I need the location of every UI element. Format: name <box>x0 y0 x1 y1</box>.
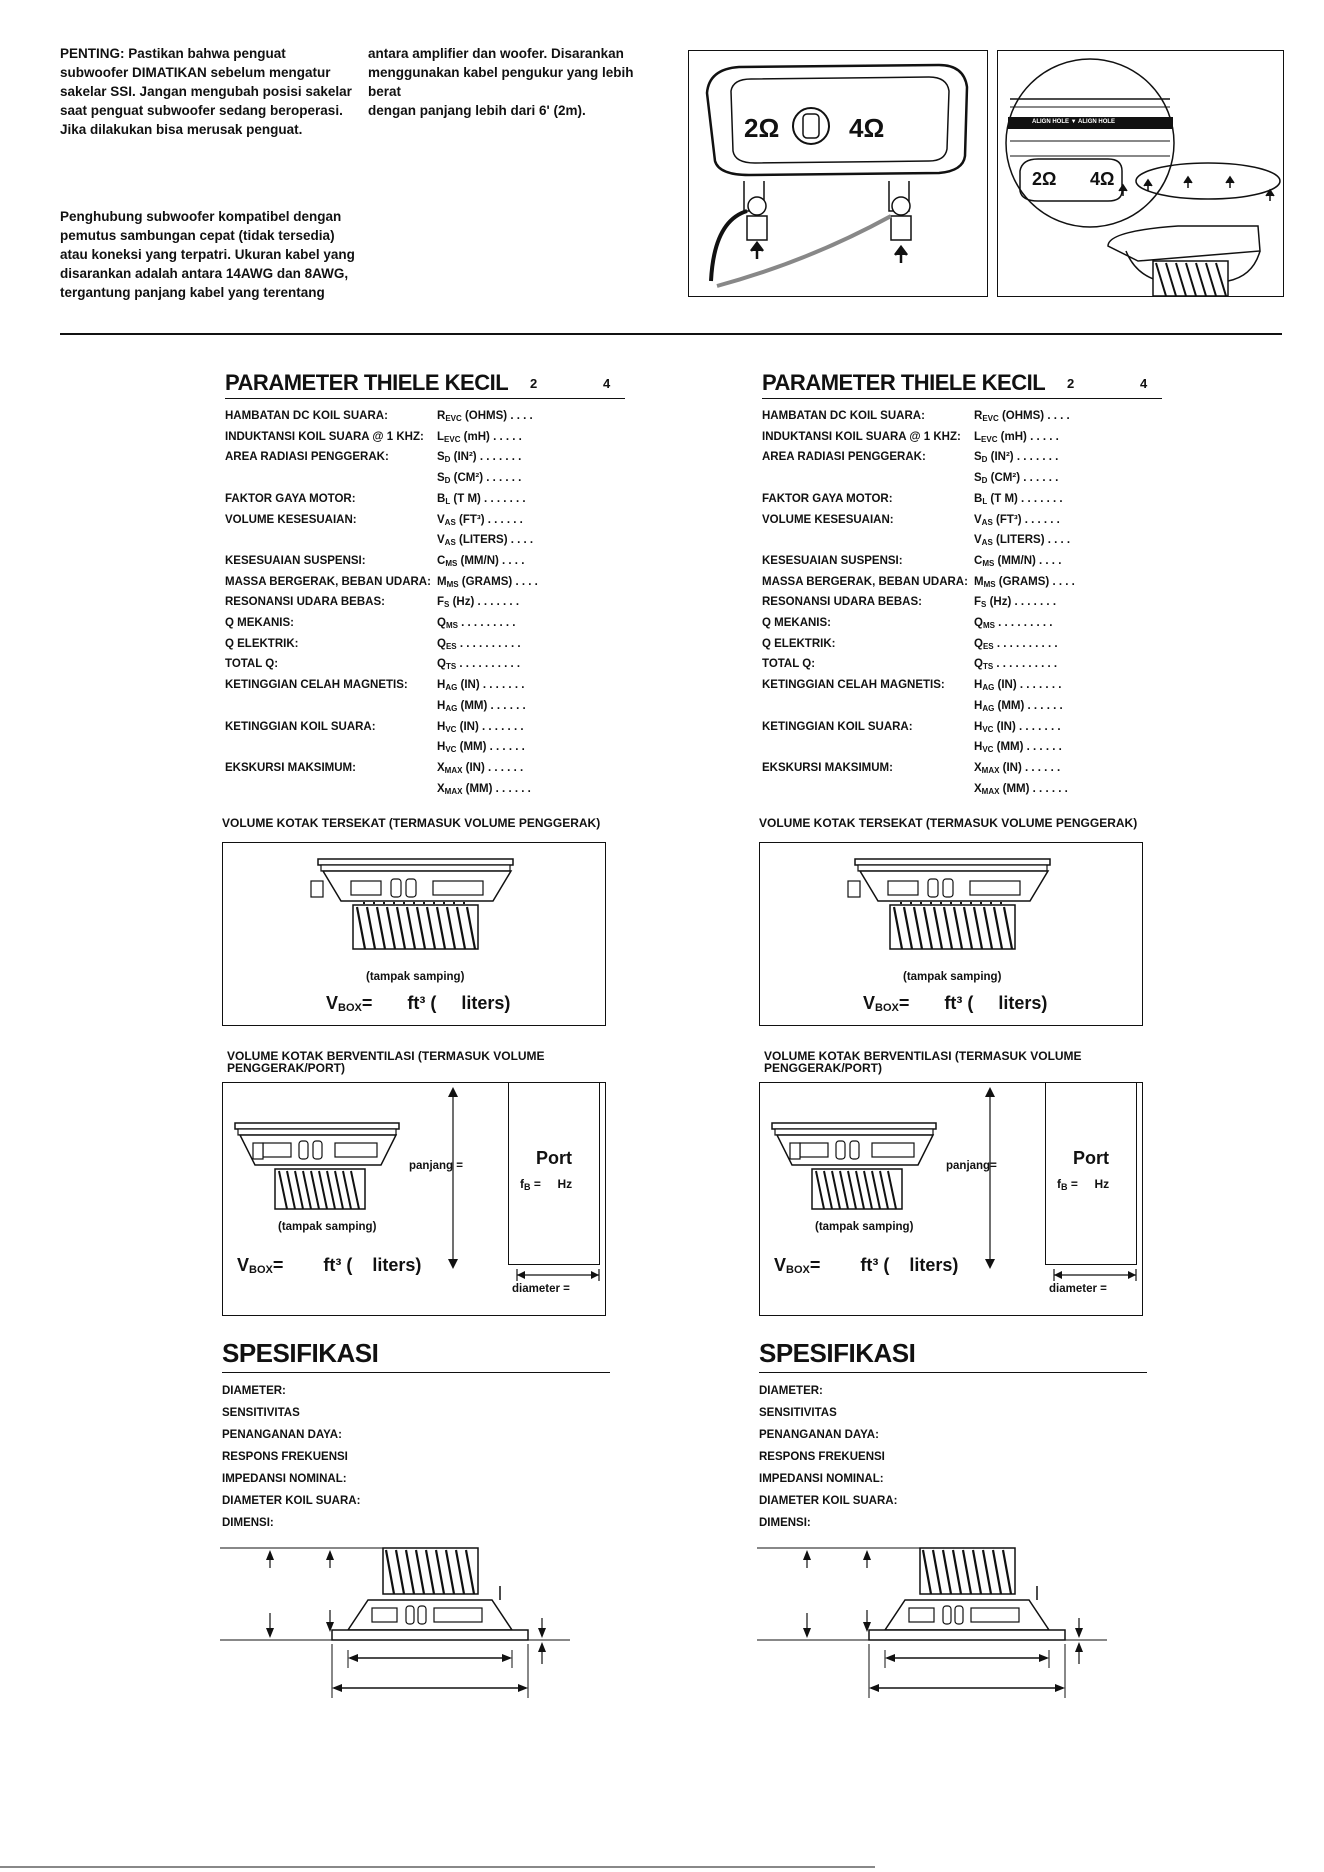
param-symbol-subscript: EVC <box>982 414 999 423</box>
switch-illustration <box>689 51 987 296</box>
vented-panjang-label <box>946 1160 997 1172</box>
vbox-units: = ft³ ( liters) <box>272 1255 422 1275</box>
closeup-label-2-ohm: 2Ω <box>1032 169 1057 189</box>
vented-title-line-2: PENGGERAK/PORT) <box>764 1061 883 1075</box>
intro-line: antara amplifier dan woofer. Disarankan <box>368 46 624 61</box>
port-frequency <box>520 1177 572 1192</box>
param-symbol <box>974 410 1070 423</box>
param-unit: . . . . . . . . . <box>994 617 1053 629</box>
param-symbol-subscript: AG <box>982 683 995 693</box>
params-title <box>762 370 1162 399</box>
param-label: EKSKURSI MAKSIMUM: <box>762 761 893 774</box>
param-symbol-letter: Q <box>974 617 983 629</box>
param-symbol <box>437 679 524 692</box>
param-symbol-letter: Q <box>437 637 446 650</box>
param-symbol-letter: H <box>437 699 446 712</box>
param-symbol-letter: V <box>974 534 982 547</box>
param-symbol <box>437 596 519 609</box>
param-unit: (MM/N) . . . . <box>994 554 1062 567</box>
param-symbol <box>974 762 1060 775</box>
bottom-rule <box>0 1862 1324 1872</box>
dimension-drawing <box>220 1538 620 1708</box>
intro-paragraph-3 <box>368 44 668 120</box>
intro-line: Jika dilakukan bisa merusak penguat. <box>60 122 303 137</box>
param-symbol <box>437 410 533 423</box>
vented-box-diagram <box>222 1082 606 1316</box>
fb-subscript: B <box>524 1182 531 1192</box>
spec-row: SENSITIVITAS <box>759 1407 837 1419</box>
params-col-2-ohm: 2 <box>530 376 537 391</box>
param-symbol-subscript: MAX <box>444 786 463 796</box>
specs-title: SPESIFIKASI <box>222 1338 610 1373</box>
intro-line: tergantung panjang kabel yang terentang <box>60 285 325 300</box>
param-symbol <box>437 576 538 589</box>
param-symbol <box>437 472 521 485</box>
params-title-text: PARAMETER THIELE KECIL <box>225 370 509 395</box>
param-symbol-letter: H <box>974 679 983 692</box>
param-label: Q MEKANIS: <box>762 617 831 629</box>
param-symbol <box>974 658 1057 671</box>
param-label: KESESUAIAN SUSPENSI: <box>762 554 903 567</box>
column-left <box>222 370 625 1529</box>
param-symbol-letter: H <box>437 741 446 754</box>
sealed-box-title: VOLUME KOTAK TERSEKAT (TERMASUK VOLUME PENGGERAK) <box>222 816 601 830</box>
param-symbol <box>974 555 1061 568</box>
param-unit: (mH) . . . . . <box>997 430 1059 443</box>
param-unit: (CM²) . . . . . . <box>450 472 522 485</box>
vented-vbox-formula <box>774 1255 958 1276</box>
param-symbol-subscript: MAX <box>981 786 1000 796</box>
param-symbol-letter: H <box>437 679 446 692</box>
sealed-box-diagram <box>759 842 1143 1026</box>
param-label: FAKTOR GAYA MOTOR: <box>762 492 893 505</box>
vbox-units: = ft³ ( liters) <box>898 993 1048 1013</box>
vbox-subscript: BOX <box>786 1264 810 1276</box>
param-label: KETINGGIAN CELAH MAGNETIS: <box>762 679 945 692</box>
param-symbol <box>437 762 523 775</box>
param-symbol-letter: X <box>974 782 982 795</box>
param-symbol-letter: L <box>437 430 445 443</box>
param-unit: (OHMS) . . . . <box>998 410 1070 422</box>
param-symbol <box>974 451 1058 464</box>
param-unit: (IN) . . . . . . <box>999 761 1061 774</box>
param-symbol-letter: L <box>974 430 982 443</box>
param-symbol-subscript: TS <box>982 662 994 672</box>
param-unit: (IN) . . . . . . . <box>994 679 1062 692</box>
param-symbol-letter: V <box>437 513 445 526</box>
param-label: HAMBATAN DC KOIL SUARA: <box>225 410 388 422</box>
param-label: INDUKTANSI KOIL SUARA @ 1 KHZ: <box>225 430 424 443</box>
param-symbol-letter: H <box>974 720 983 733</box>
intro-paragraph-1 <box>60 44 360 139</box>
vented-box-title <box>227 1050 545 1074</box>
param-symbol-letter: H <box>974 741 983 754</box>
param-symbol-subscript: MS <box>982 558 995 568</box>
param-unit: (MM) . . . . . . <box>456 741 525 754</box>
param-symbol <box>974 472 1058 485</box>
param-symbol-subscript: D <box>981 455 988 465</box>
param-symbol-letter: R <box>437 410 446 422</box>
param-symbol-letter: M <box>437 575 447 588</box>
spec-row: DIMENSI: <box>759 1517 811 1529</box>
param-symbol <box>437 658 520 671</box>
spec-row: DIAMETER KOIL SUARA: <box>222 1495 361 1507</box>
param-symbol-letter: V <box>437 534 445 547</box>
vented-title-line-1: VOLUME KOTAK BERVENTILASI (TERMASUK VOLUME <box>227 1049 545 1063</box>
param-symbol-letter: S <box>974 451 982 464</box>
sealed-speaker-side-view <box>760 843 1142 953</box>
param-symbol <box>974 514 1060 527</box>
param-symbol <box>974 783 1068 796</box>
param-symbol-letter: B <box>437 492 446 505</box>
vented-box-diagram <box>759 1082 1143 1316</box>
param-unit: (T M) . . . . . . . <box>450 492 526 505</box>
param-label: FAKTOR GAYA MOTOR: <box>225 492 356 505</box>
param-label: Q ELEKTRIK: <box>762 637 836 650</box>
vented-caption: (tampak samping) <box>815 1221 914 1233</box>
vented-title-line-1: VOLUME KOTAK BERVENTILASI (TERMASUK VOLUME <box>764 1049 1082 1063</box>
param-label: Q MEKANIS: <box>225 617 294 629</box>
param-symbol-letter: C <box>437 554 446 567</box>
param-symbol-subscript: MS <box>445 621 458 630</box>
param-unit: (IN) . . . . . . <box>462 761 524 774</box>
spec-row: RESPONS FREKUENSI <box>759 1451 885 1463</box>
param-symbol-subscript: AG <box>982 703 995 713</box>
param-unit: (MM) . . . . . . <box>993 741 1062 754</box>
param-symbol-subscript: MAX <box>981 765 1000 775</box>
intro-line: Penghubung subwoofer kompatibel dengan <box>60 209 342 224</box>
param-symbol-subscript: S <box>444 600 450 610</box>
sealed-vbox-formula <box>863 993 1047 1014</box>
param-symbol-subscript: MS <box>445 558 458 568</box>
param-symbol-subscript: AS <box>444 517 456 527</box>
param-label: MASSA BERGERAK, BEBAN UDARA: <box>762 575 968 588</box>
switch-label-2-ohm: 2Ω <box>744 113 780 143</box>
param-unit: (MM/N) . . . . <box>457 554 525 567</box>
param-symbol-subscript: AS <box>444 538 456 548</box>
param-label: KESESUAIAN SUSPENSI: <box>225 554 366 567</box>
param-label: RESONANSI UDARA BEBAS: <box>225 596 385 609</box>
vbox-subscript: BOX <box>875 1002 899 1014</box>
param-symbol-letter: Q <box>437 617 446 629</box>
param-unit: (LITERS) . . . . <box>992 534 1071 547</box>
param-symbol-letter: X <box>437 782 445 795</box>
port-rectangle <box>1045 1082 1137 1265</box>
intro-line: saat penguat subwoofer sedang beroperasi. <box>60 103 343 118</box>
vbox-symbol: V <box>774 1255 787 1275</box>
param-label: RESONANSI UDARA BEBAS: <box>762 596 922 609</box>
param-symbol-letter: S <box>974 472 982 485</box>
param-symbol <box>437 493 526 506</box>
fb-symbol: f <box>1057 1177 1061 1191</box>
param-symbol <box>437 431 522 444</box>
param-symbol-letter: M <box>974 575 984 588</box>
param-symbol <box>437 617 515 630</box>
param-unit: (IN) . . . . . . . <box>993 720 1061 733</box>
param-unit: . . . . . . . . . <box>457 617 516 629</box>
param-label: KETINGGIAN KOIL SUARA: <box>762 720 913 733</box>
fb-units: = Hz <box>530 1177 573 1191</box>
port-rectangle <box>508 1082 600 1265</box>
param-symbol-letter: B <box>974 492 983 505</box>
spec-row: PENANGANAN DAYA: <box>222 1429 342 1441</box>
diameter-label: diameter = <box>512 1283 570 1295</box>
spec-row: IMPEDANSI NOMINAL: <box>759 1473 884 1485</box>
param-symbol-subscript: TS <box>445 662 457 672</box>
param-symbol-subscript: D <box>444 476 451 486</box>
param-symbol-subscript: AG <box>445 683 458 693</box>
port-label: Port <box>1073 1148 1109 1168</box>
param-symbol-subscript: D <box>981 476 988 486</box>
param-unit: (Hz) . . . . . . . <box>449 596 520 609</box>
spec-row: PENANGANAN DAYA: <box>759 1429 879 1441</box>
vbox-subscript: BOX <box>249 1264 273 1276</box>
vented-panjang-label <box>409 1160 463 1172</box>
vented-vbox-formula <box>237 1255 421 1276</box>
param-symbol-subscript: EVC <box>981 434 998 444</box>
param-symbol <box>437 783 531 796</box>
param-symbol <box>974 534 1070 547</box>
param-symbol-letter: Q <box>437 658 446 671</box>
param-label: VOLUME KESESUAIAN: <box>762 513 894 526</box>
figure-speaker-closeup <box>997 50 1284 297</box>
param-label: AREA RADIASI PENGGERAK: <box>225 451 389 464</box>
param-symbol-letter: C <box>974 554 983 567</box>
param-symbol-letter: H <box>437 720 446 733</box>
param-unit: (FT³) . . . . . . <box>455 513 523 526</box>
param-symbol-subscript: VC <box>982 724 994 734</box>
panjang-text: panjang= <box>946 1160 997 1172</box>
sealed-box-title: VOLUME KOTAK TERSEKAT (TERMASUK VOLUME PENGGERAK) <box>759 816 1138 830</box>
vbox-symbol: V <box>326 993 339 1013</box>
vbox-symbol: V <box>863 993 876 1013</box>
intro-line: pemutus sambungan cepat (tidak tersedia) <box>60 228 335 243</box>
port-frequency <box>1057 1177 1109 1192</box>
param-symbol-subscript: VC <box>445 745 457 755</box>
param-unit: (IN) . . . . . . . <box>457 679 525 692</box>
param-label: AREA RADIASI PENGGERAK: <box>762 451 926 464</box>
vented-box-title <box>764 1050 1082 1074</box>
spec-row: RESPONS FREKUENSI <box>222 1451 348 1463</box>
param-label: EKSKURSI MAKSIMUM: <box>225 761 356 774</box>
param-symbol-subscript: ES <box>445 641 457 651</box>
spec-row: DIAMETER: <box>759 1385 823 1397</box>
fb-symbol: f <box>520 1177 524 1191</box>
param-unit: (GRAMS) . . . . <box>458 575 538 588</box>
param-symbol-subscript: L <box>982 496 988 506</box>
param-unit: (MM) . . . . . . <box>457 699 526 712</box>
vbox-subscript: BOX <box>338 1002 362 1014</box>
param-label: INDUKTANSI KOIL SUARA @ 1 KHZ: <box>762 430 961 443</box>
specs-title: SPESIFIKASI <box>759 1338 1147 1373</box>
panjang-text: panjang = <box>409 1160 463 1172</box>
param-unit: (CM²) . . . . . . <box>987 472 1059 485</box>
param-unit: (LITERS) . . . . <box>455 534 534 547</box>
param-label: Q ELEKTRIK: <box>225 637 299 650</box>
param-symbol <box>974 431 1059 444</box>
param-symbol-letter: F <box>437 596 445 609</box>
param-symbol-letter: H <box>974 699 983 712</box>
param-unit: (mH) . . . . . <box>460 430 522 443</box>
param-unit: . . . . . . . . . . <box>456 658 521 671</box>
param-label: TOTAL Q: <box>762 658 816 671</box>
param-symbol-letter: S <box>437 451 445 464</box>
intro-line: sakelar SSI. Jangan mengubah posisi sakelar <box>60 84 352 99</box>
params-col-4-ohm: 4 <box>1140 376 1147 391</box>
intro-line: PENTING: Pastikan bahwa penguat <box>60 46 286 61</box>
param-unit: (IN²) . . . . . . . <box>450 451 522 464</box>
params-title-text: PARAMETER THIELE KECIL <box>762 370 1046 395</box>
param-symbol <box>437 638 521 651</box>
param-unit: (Hz) . . . . . . . <box>986 596 1057 609</box>
param-symbol-subscript: L <box>445 496 451 506</box>
param-symbol-letter: Q <box>974 637 983 650</box>
param-symbol <box>437 514 523 527</box>
closeup-align-badge: ALIGN HOLE ▼ ALIGN HOLE <box>1032 119 1116 125</box>
param-symbol-subscript: MS <box>446 579 459 589</box>
intro-line: atau koneksi yang terpatri. Ukuran kabel yang <box>60 247 355 262</box>
intro-line: disarankan adalah antara 14AWG dan 8AWG, <box>60 266 349 281</box>
param-symbol <box>974 638 1058 651</box>
param-symbol <box>974 700 1063 713</box>
param-unit: (MM) . . . . . . <box>999 782 1068 795</box>
spec-row: SENSITIVITAS <box>222 1407 300 1419</box>
param-symbol-letter: V <box>974 513 982 526</box>
divider-line <box>60 333 1282 335</box>
port-label: Port <box>536 1148 572 1168</box>
sealed-vbox-formula <box>326 993 510 1014</box>
column-right <box>759 370 1162 1529</box>
param-symbol-letter: F <box>974 596 982 609</box>
param-label: VOLUME KESESUAIAN: <box>225 513 357 526</box>
sealed-caption: (tampak samping) <box>903 971 1002 983</box>
param-symbol-subscript: MS <box>983 579 996 589</box>
sealed-caption: (tampak samping) <box>366 971 465 983</box>
param-symbol-letter: X <box>974 761 982 774</box>
param-symbol <box>437 700 526 713</box>
param-symbol-subscript: MS <box>982 621 995 630</box>
figure-impedance-switch <box>688 50 988 297</box>
spec-row: DIMENSI: <box>222 1517 274 1529</box>
param-symbol <box>974 576 1075 589</box>
sealed-box-diagram <box>222 842 606 1026</box>
sealed-speaker-side-view <box>223 843 605 953</box>
param-symbol-subscript: AS <box>981 538 993 548</box>
param-unit: (MM) . . . . . . <box>462 782 531 795</box>
param-symbol-subscript: EVC <box>445 414 462 423</box>
param-label: KETINGGIAN KOIL SUARA: <box>225 720 376 733</box>
vented-caption: (tampak samping) <box>278 1221 377 1233</box>
fb-subscript: B <box>1061 1182 1068 1192</box>
dimension-drawing <box>757 1538 1157 1708</box>
switch-label-4-ohm: 4Ω <box>849 113 885 143</box>
param-label: KETINGGIAN CELAH MAGNETIS: <box>225 679 408 692</box>
spec-row: DIAMETER: <box>222 1385 286 1397</box>
vbox-units: = ft³ ( liters) <box>809 1255 959 1275</box>
param-symbol-letter: Q <box>974 658 983 671</box>
param-unit: (T M) . . . . . . . <box>987 492 1063 505</box>
intro-line: subwoofer DIMATIKAN sebelum mengatur <box>60 65 331 80</box>
diameter-label: diameter = <box>1049 1283 1107 1295</box>
param-symbol-subscript: AG <box>445 703 458 713</box>
param-label: MASSA BERGERAK, BEBAN UDARA: <box>225 575 431 588</box>
param-symbol-subscript: S <box>981 600 987 610</box>
param-symbol-letter: R <box>974 410 983 422</box>
param-symbol <box>974 741 1062 754</box>
param-unit: . . . . . . . . . . <box>993 637 1058 650</box>
param-symbol <box>437 555 524 568</box>
param-symbol <box>437 451 521 464</box>
param-symbol-subscript: EVC <box>444 434 461 444</box>
intro-line: dengan panjang lebih dari 6' (2m). <box>368 103 586 118</box>
param-unit: . . . . . . . . . . <box>993 658 1058 671</box>
param-symbol <box>437 741 525 754</box>
param-symbol-subscript: MAX <box>444 765 463 775</box>
param-label: TOTAL Q: <box>225 658 279 671</box>
param-symbol-subscript: ES <box>982 641 994 651</box>
param-symbol-letter: X <box>437 761 445 774</box>
intro-paragraph-2 <box>60 207 360 302</box>
param-symbol <box>974 721 1061 734</box>
param-symbol <box>974 617 1052 630</box>
param-unit: (MM) . . . . . . <box>994 699 1063 712</box>
param-symbol-subscript: VC <box>982 745 994 755</box>
vented-title-line-2: PENGGERAK/PORT) <box>227 1061 346 1075</box>
params-title <box>225 370 625 399</box>
param-unit: (GRAMS) . . . . <box>995 575 1075 588</box>
vbox-symbol: V <box>237 1255 250 1275</box>
spec-row: IMPEDANSI NOMINAL: <box>222 1473 347 1485</box>
param-unit: (FT³) . . . . . . <box>992 513 1060 526</box>
param-unit: . . . . . . . . . . <box>456 637 521 650</box>
param-unit: (IN) . . . . . . . <box>456 720 524 733</box>
fb-units: = Hz <box>1067 1177 1110 1191</box>
param-symbol-subscript: D <box>444 455 451 465</box>
param-symbol-letter: S <box>437 472 445 485</box>
intro-line: menggunakan kabel pengukur yang lebih berat <box>368 65 634 99</box>
spec-row: DIAMETER KOIL SUARA: <box>759 1495 898 1507</box>
param-symbol <box>974 596 1056 609</box>
vbox-units: = ft³ ( liters) <box>361 993 511 1013</box>
param-symbol <box>974 493 1063 506</box>
param-label: HAMBATAN DC KOIL SUARA: <box>762 410 925 422</box>
param-symbol <box>974 679 1061 692</box>
param-symbol <box>437 721 524 734</box>
param-symbol-subscript: VC <box>445 724 457 734</box>
param-unit: (OHMS) . . . . <box>461 410 533 422</box>
param-unit: (IN²) . . . . . . . <box>987 451 1059 464</box>
closeup-label-4-ohm: 4Ω <box>1090 169 1115 189</box>
param-symbol-subscript: AS <box>981 517 993 527</box>
params-col-4-ohm: 4 <box>603 376 610 391</box>
params-col-2-ohm: 2 <box>1067 376 1074 391</box>
param-symbol <box>437 534 533 547</box>
